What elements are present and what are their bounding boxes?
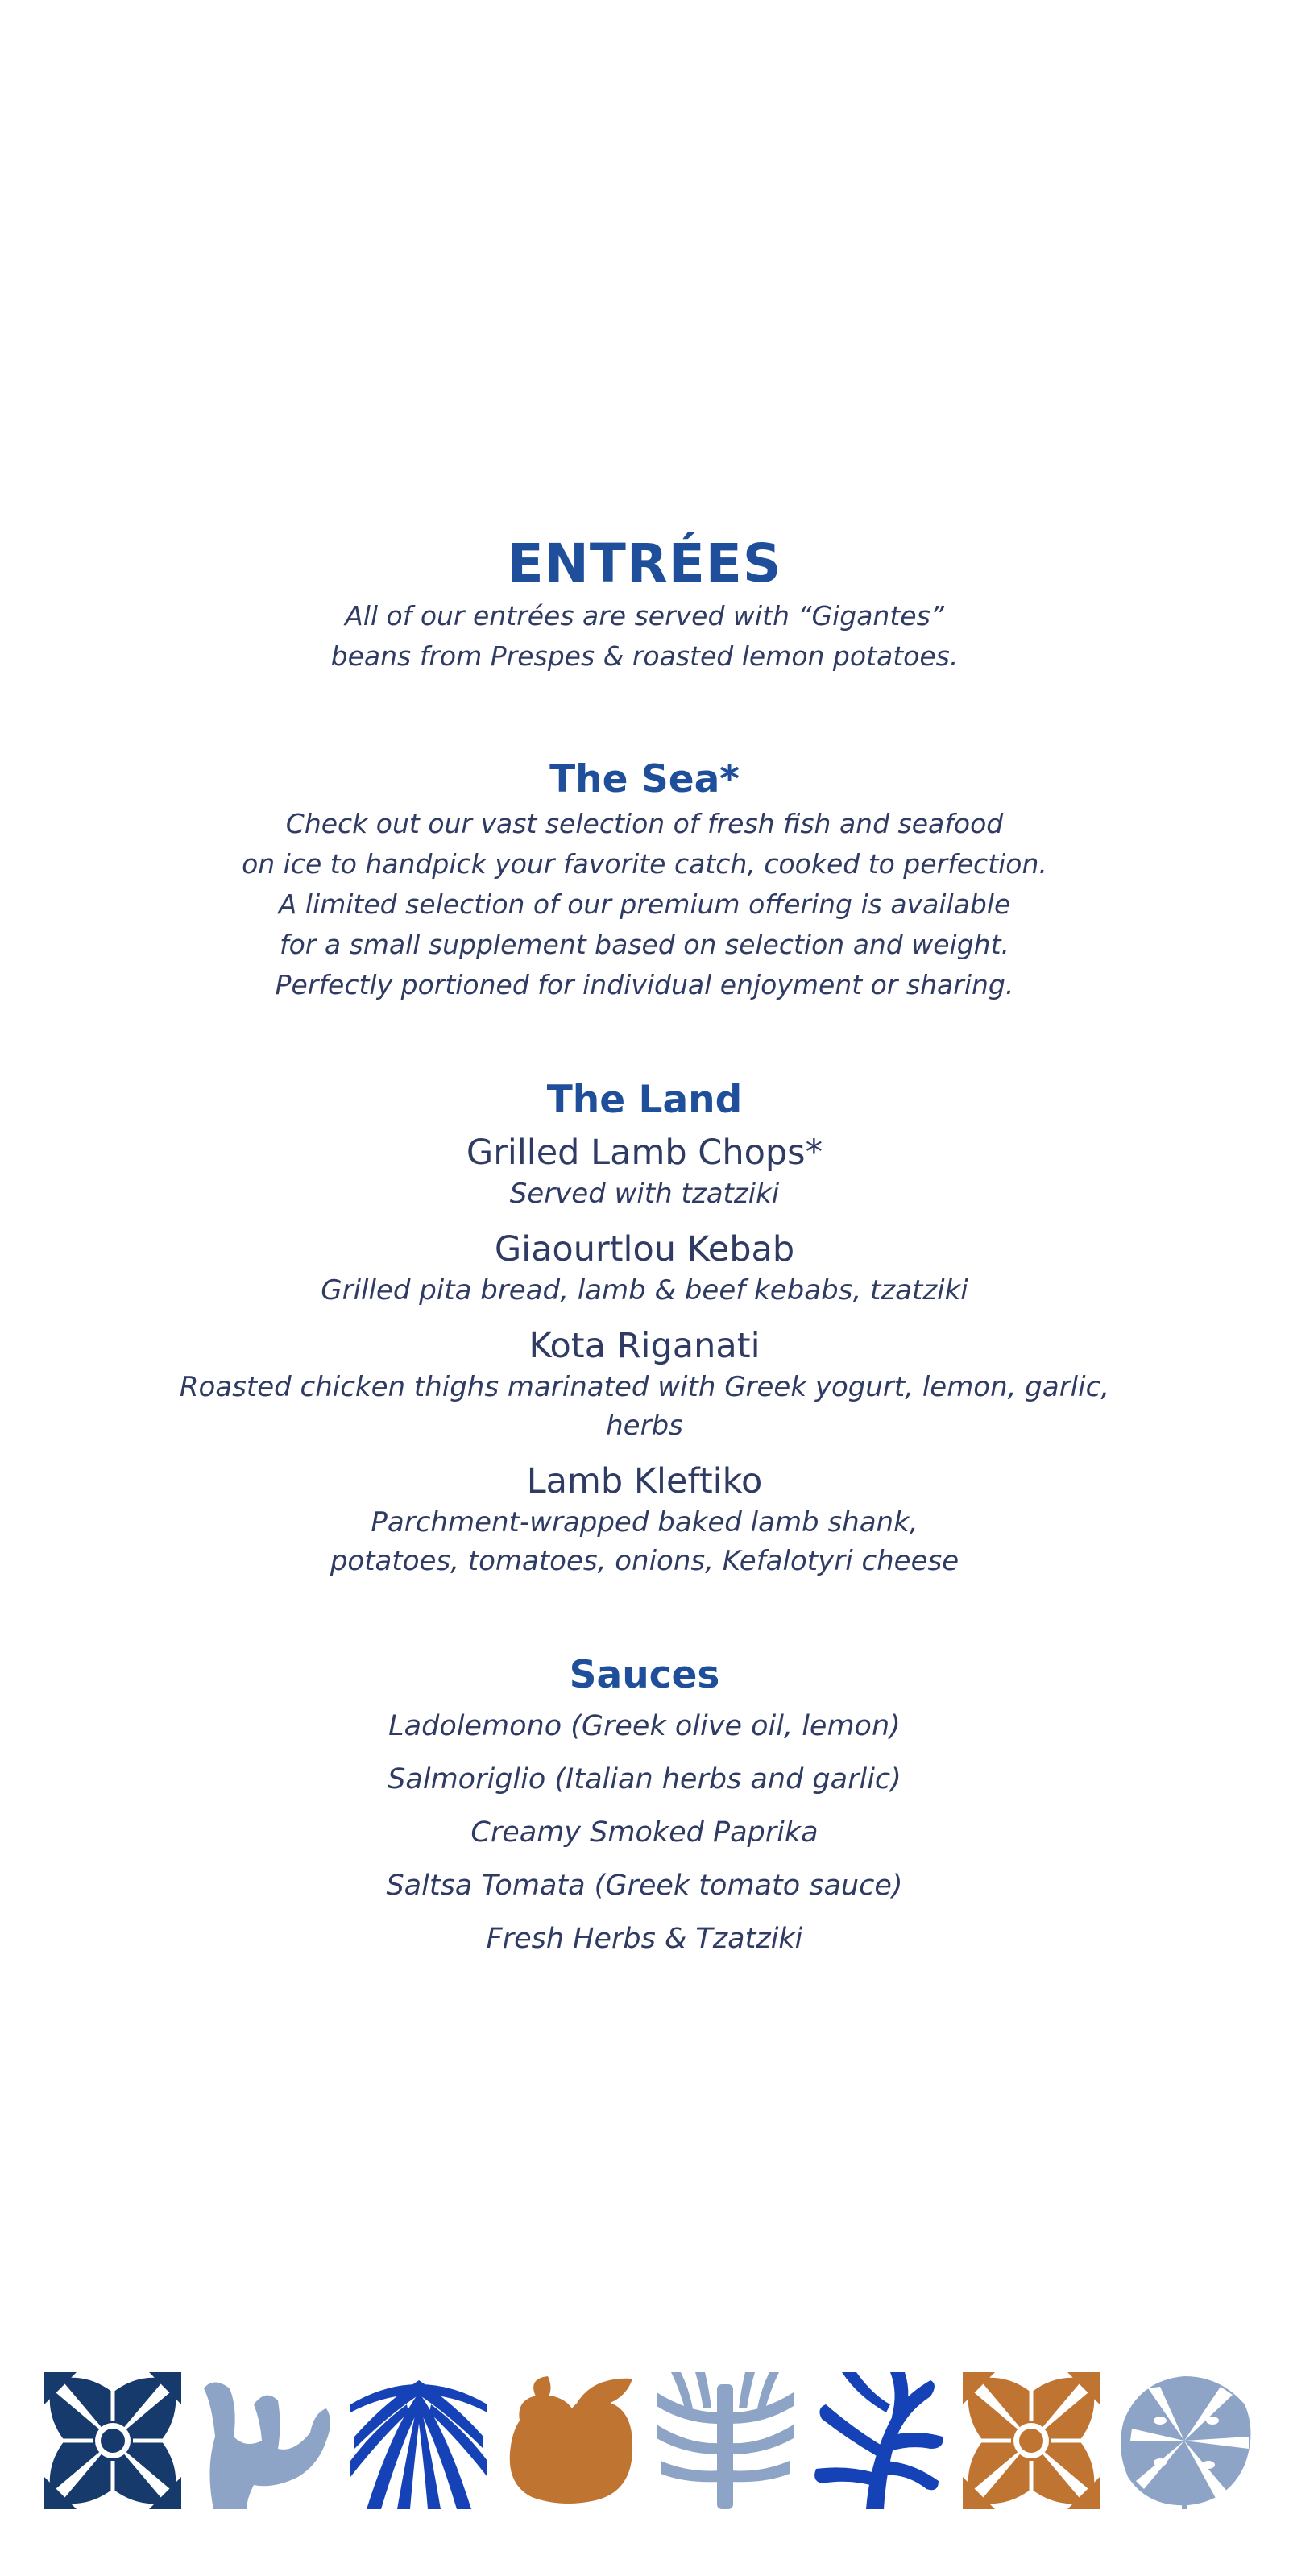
sea-heading: The Sea* xyxy=(549,757,740,801)
branch-icon xyxy=(657,2372,794,2509)
intro-line: All of our entrées are served with “Gigantes” xyxy=(345,600,944,632)
sauce-item: Saltsa Tomata (Greek tomato sauce) xyxy=(386,1870,903,1902)
menu-item xyxy=(0,1460,1289,1580)
item-description: herbs xyxy=(606,1410,683,1442)
menu-item xyxy=(0,1324,1289,1445)
seaweed-icon xyxy=(810,2372,947,2509)
sauce-item: Creamy Smoked Paprika xyxy=(470,1816,819,1849)
sea-line: for a small supplement based on selection and weight. xyxy=(279,929,1010,960)
sauce-item: Fresh Herbs & Tzatziki xyxy=(486,1923,803,1955)
section-sauces xyxy=(0,1651,1289,1965)
page-title: ENTRÉES xyxy=(507,532,782,594)
item-name: Lamb Kleftiko xyxy=(526,1461,763,1501)
land-heading: The Land xyxy=(546,1078,743,1122)
leaf-icon xyxy=(350,2372,487,2509)
fruit-icon xyxy=(504,2372,640,2509)
item-name: Giaourtlou Kebab xyxy=(494,1229,795,1269)
flower-icon xyxy=(44,2372,181,2509)
item-description: Parchment-wrapped baked lamb shank, xyxy=(371,1506,918,1539)
sauce-item: Ladolemono (Greek olive oil, lemon) xyxy=(388,1710,901,1742)
sea-line: Perfectly portioned for individual enjoyment or sharing. xyxy=(275,969,1014,1000)
menu-content xyxy=(0,532,1289,1965)
sauces-heading: Sauces xyxy=(569,1653,720,1697)
sea-line: on ice to handpick your favorite catch, cooked to perfection. xyxy=(242,848,1047,880)
intro-line: beans from Prespes & roasted lemon potatoes. xyxy=(330,640,959,672)
section-land xyxy=(0,1076,1289,1580)
monstera-icon xyxy=(1116,2372,1253,2509)
sea-line: A limited selection of our premium offering is available xyxy=(278,888,1011,920)
item-description: Roasted chicken thighs marinated with Greek yogurt, lemon, garlic, xyxy=(179,1371,1110,1403)
sauce-item: Salmoriglio (Italian herbs and garlic) xyxy=(388,1763,901,1795)
menu-item xyxy=(0,1131,1289,1213)
item-name: Grilled Lamb Chops* xyxy=(466,1133,823,1173)
menu-item xyxy=(0,1228,1289,1310)
item-description: Served with tzatziki xyxy=(509,1178,780,1210)
section-sea xyxy=(0,756,1289,1005)
item-description: Grilled pita bread, lamb & beef kebabs, tzatziki xyxy=(321,1274,968,1307)
coral-icon xyxy=(197,2372,334,2509)
item-name: Kota Riganati xyxy=(528,1326,761,1366)
decorative-tile-row xyxy=(44,2372,1253,2509)
entrees-intro xyxy=(0,596,1289,677)
item-description: potatoes, tomatoes, onions, Kefalotyri cheese xyxy=(330,1545,959,1577)
flower-icon xyxy=(963,2372,1100,2509)
sea-line: Check out our vast selection of fresh fish and seafood xyxy=(285,808,1004,839)
